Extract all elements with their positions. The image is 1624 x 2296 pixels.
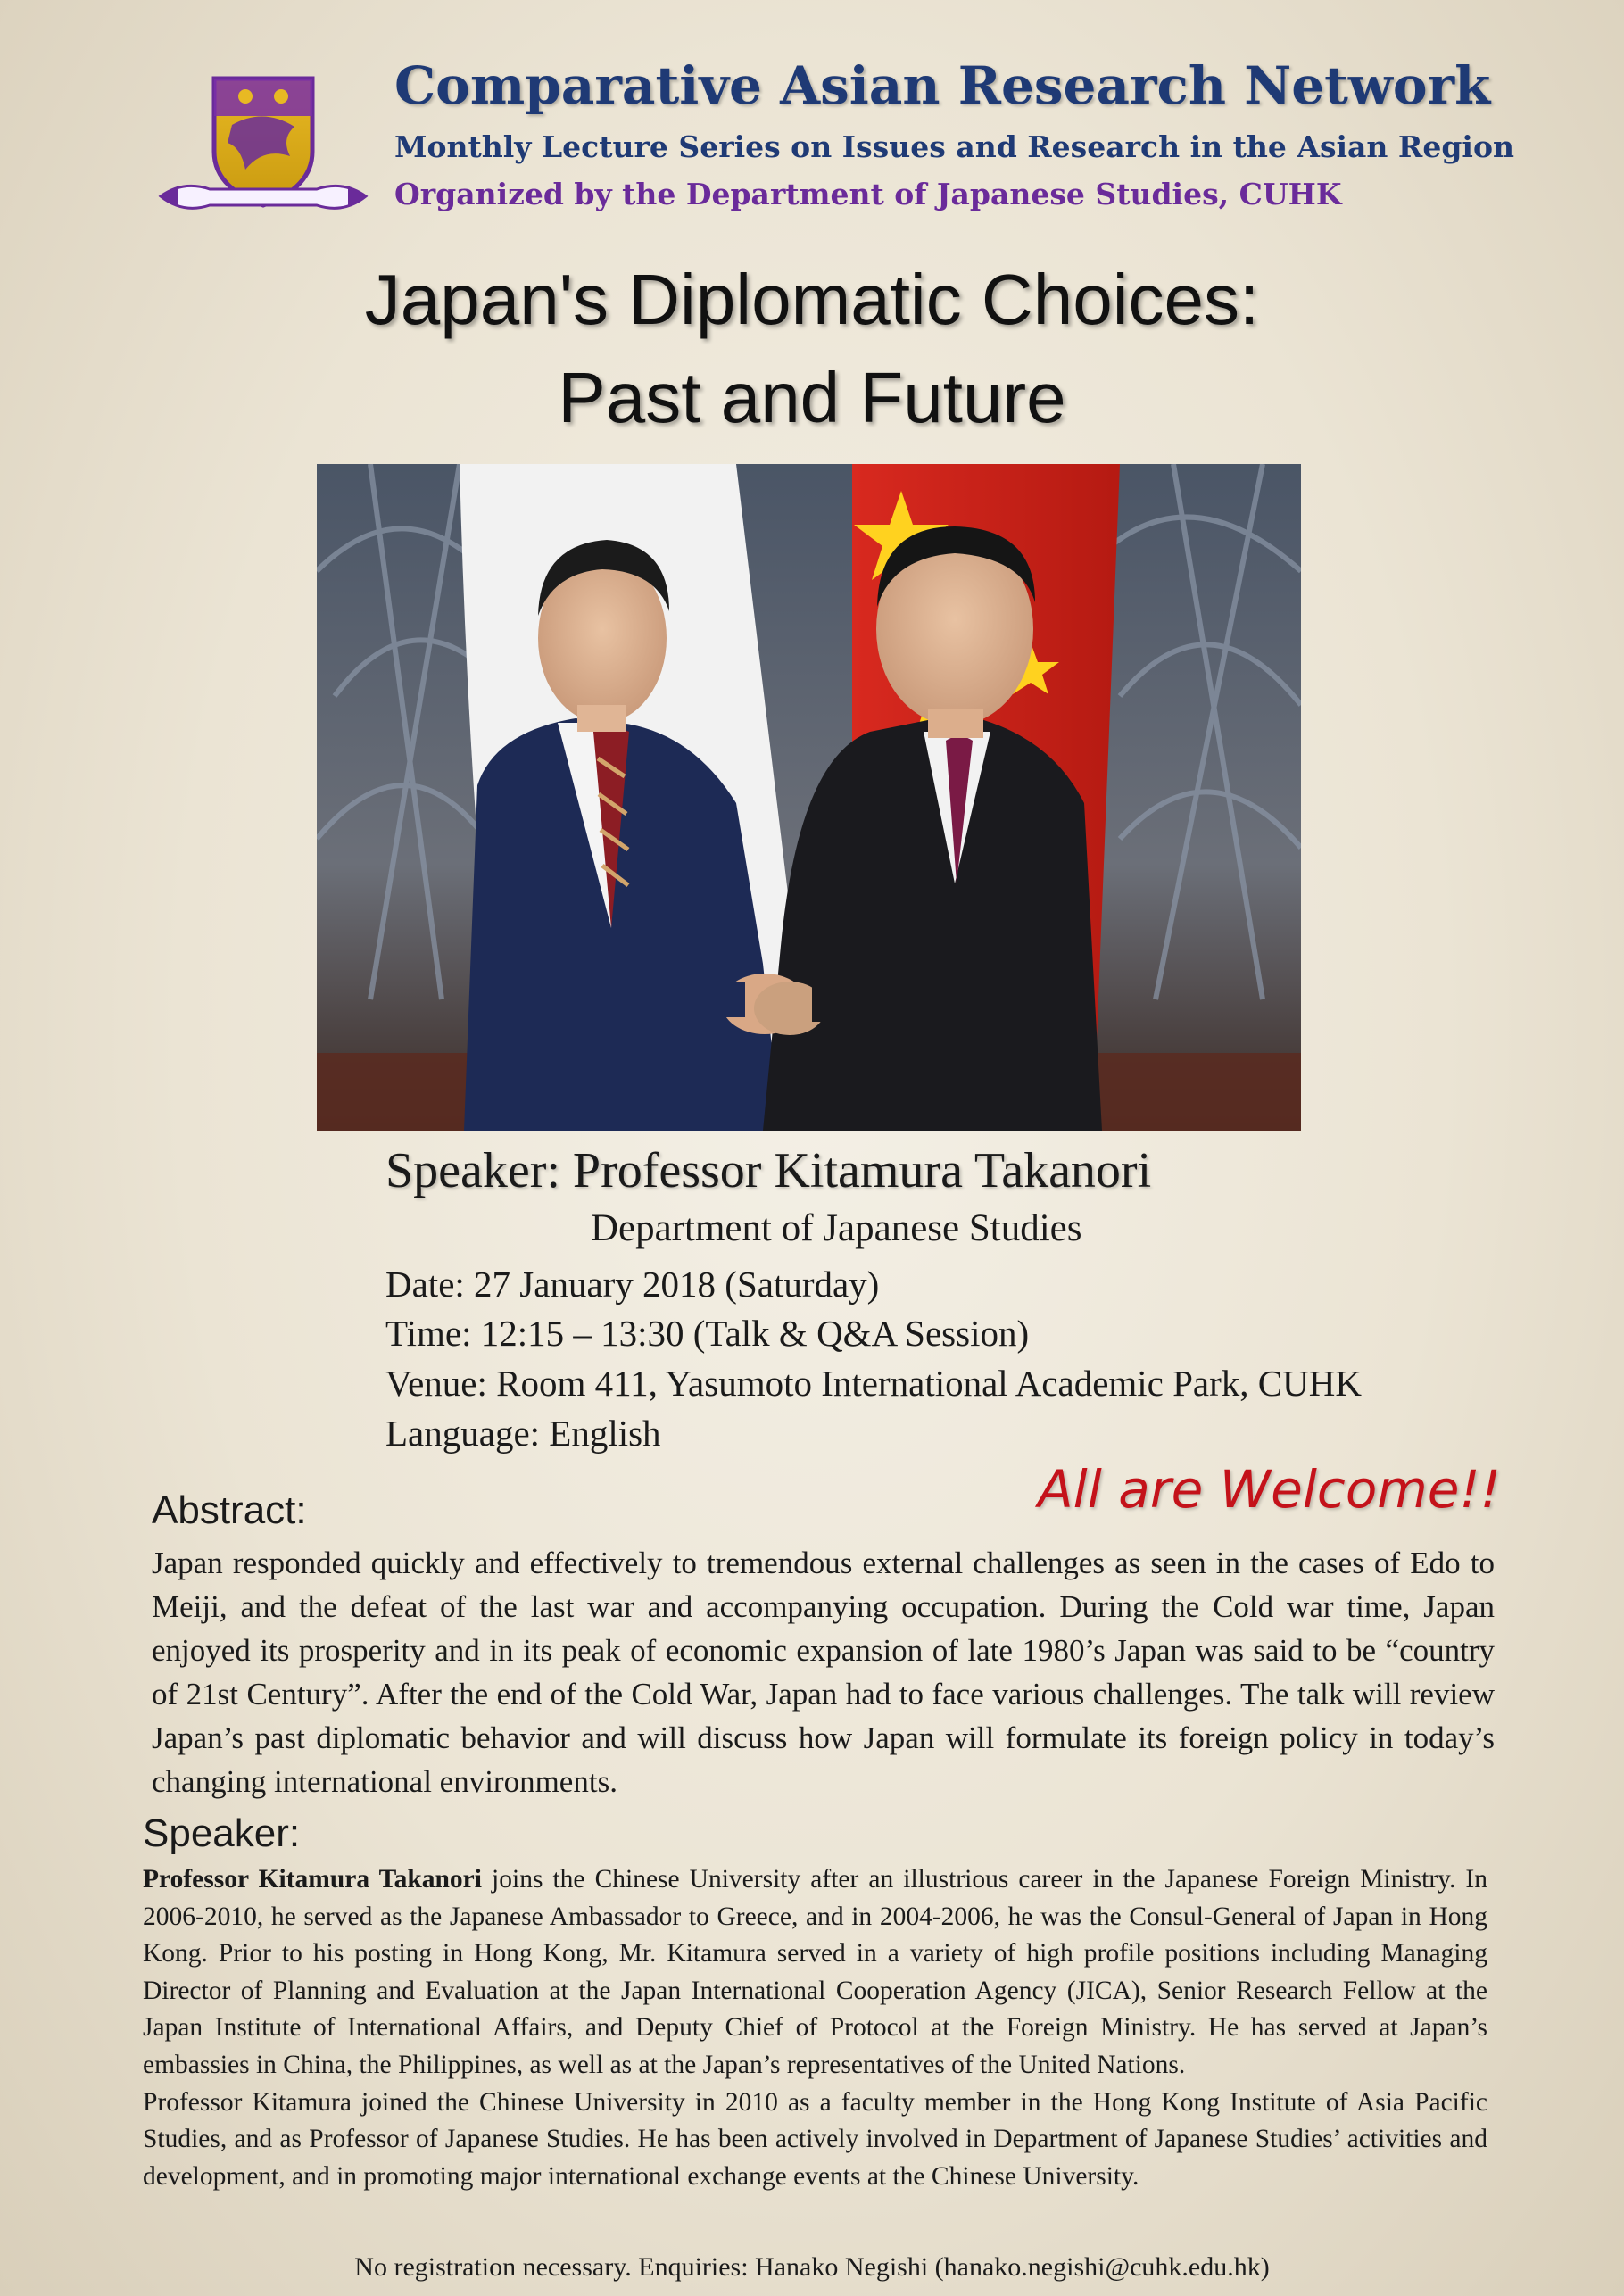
cuhk-crest-icon: [156, 71, 370, 223]
event-date: Date: 27 January 2018 (Saturday): [385, 1264, 880, 1305]
handshake-photo: [317, 464, 1301, 1131]
welcome-banner: All are Welcome!!: [1037, 1459, 1501, 1520]
abstract-text: Japan responded quickly and effectively to tremendous external challenges as seen in the cases of Edo to Meiji, and the defeat of the last war and accompanying occupation. During the Cold war time, Japan enjoyed its prosperity and in its peak of economic expansion of late 1980’s Japan was said to be “country of 21st Century”. After the end of the Cold War, Japan had to face various challenges. The talk will review Japan’s past diplomatic behavior and will discuss how Japan will formulate its foreign policy in today’s changing international environments.: [152, 1546, 1495, 1799]
event-language: Language: English: [385, 1413, 661, 1454]
speaker-bio: [143, 1861, 1487, 2195]
bio-paragraph-1: [143, 1861, 1487, 2085]
organizer-line: Organized by the Department of Japanese Studies, CUHK: [394, 177, 1342, 211]
speaker-department: Department of Japanese Studies: [591, 1207, 1082, 1249]
speaker-heading: Speaker: Professor Kitamura Takanori: [385, 1143, 1152, 1198]
bio-paragraph-2: Professor Kitamura joined the Chinese University in 2010 as a faculty member in the Hong Kong Institute of Asia Pacific Studies, and as Professor of Japanese Studies. He has been actively involved in Department of Japanese Studies’ activities and development, and in promoting major international exchange events at the Chinese University.: [143, 2087, 1487, 2191]
event-time: Time: 12:15 – 13:30 (Talk & Q&A Session): [385, 1313, 1030, 1354]
bio-paragraph-1-text: joins the Chinese University after an illustrious career in the Japanese Foreign Ministry. In 2006-2010, he served as the Japanese Ambassador to Greece, and in 2004-2006, he was the Consul-General of Japan in Hong Kong. Prior to his posting in Hong Kong, Mr. Kitamura served in a variety of high profile positions including Managing Director of Planning and Evaluation at the Japan International Cooperation Agency (JICA), Senior Research Fellow at the Japan Institute of International Affairs, and Deputy Chief of Protocol at the Foreign Ministry. He has served at Japan’s embassies in China, the Philippines, as well as at the Japan’s representatives of the United Nations.: [143, 1865, 1487, 2079]
network-title: Comparative Asian Research Network: [394, 55, 1491, 116]
lecture-title-line1: Japan's Diplomatic Choices:: [364, 260, 1260, 339]
abstract-label: Abstract:: [152, 1488, 307, 1532]
speaker-name: Professor Kitamura Takanori: [143, 1865, 482, 1894]
event-venue: Venue: Room 411, Yasumoto International Academic Park, CUHK: [385, 1363, 1362, 1404]
footer-enquiries: No registration necessary. Enquiries: Hanako Negishi (hanako.negishi@cuhk.edu.hk): [354, 2252, 1270, 2282]
lecture-title-line2: Past and Future: [558, 358, 1066, 437]
series-subtitle: Monthly Lecture Series on Issues and Research in the Asian Region: [394, 129, 1514, 164]
speaker-bio-label: Speaker:: [143, 1811, 301, 1855]
